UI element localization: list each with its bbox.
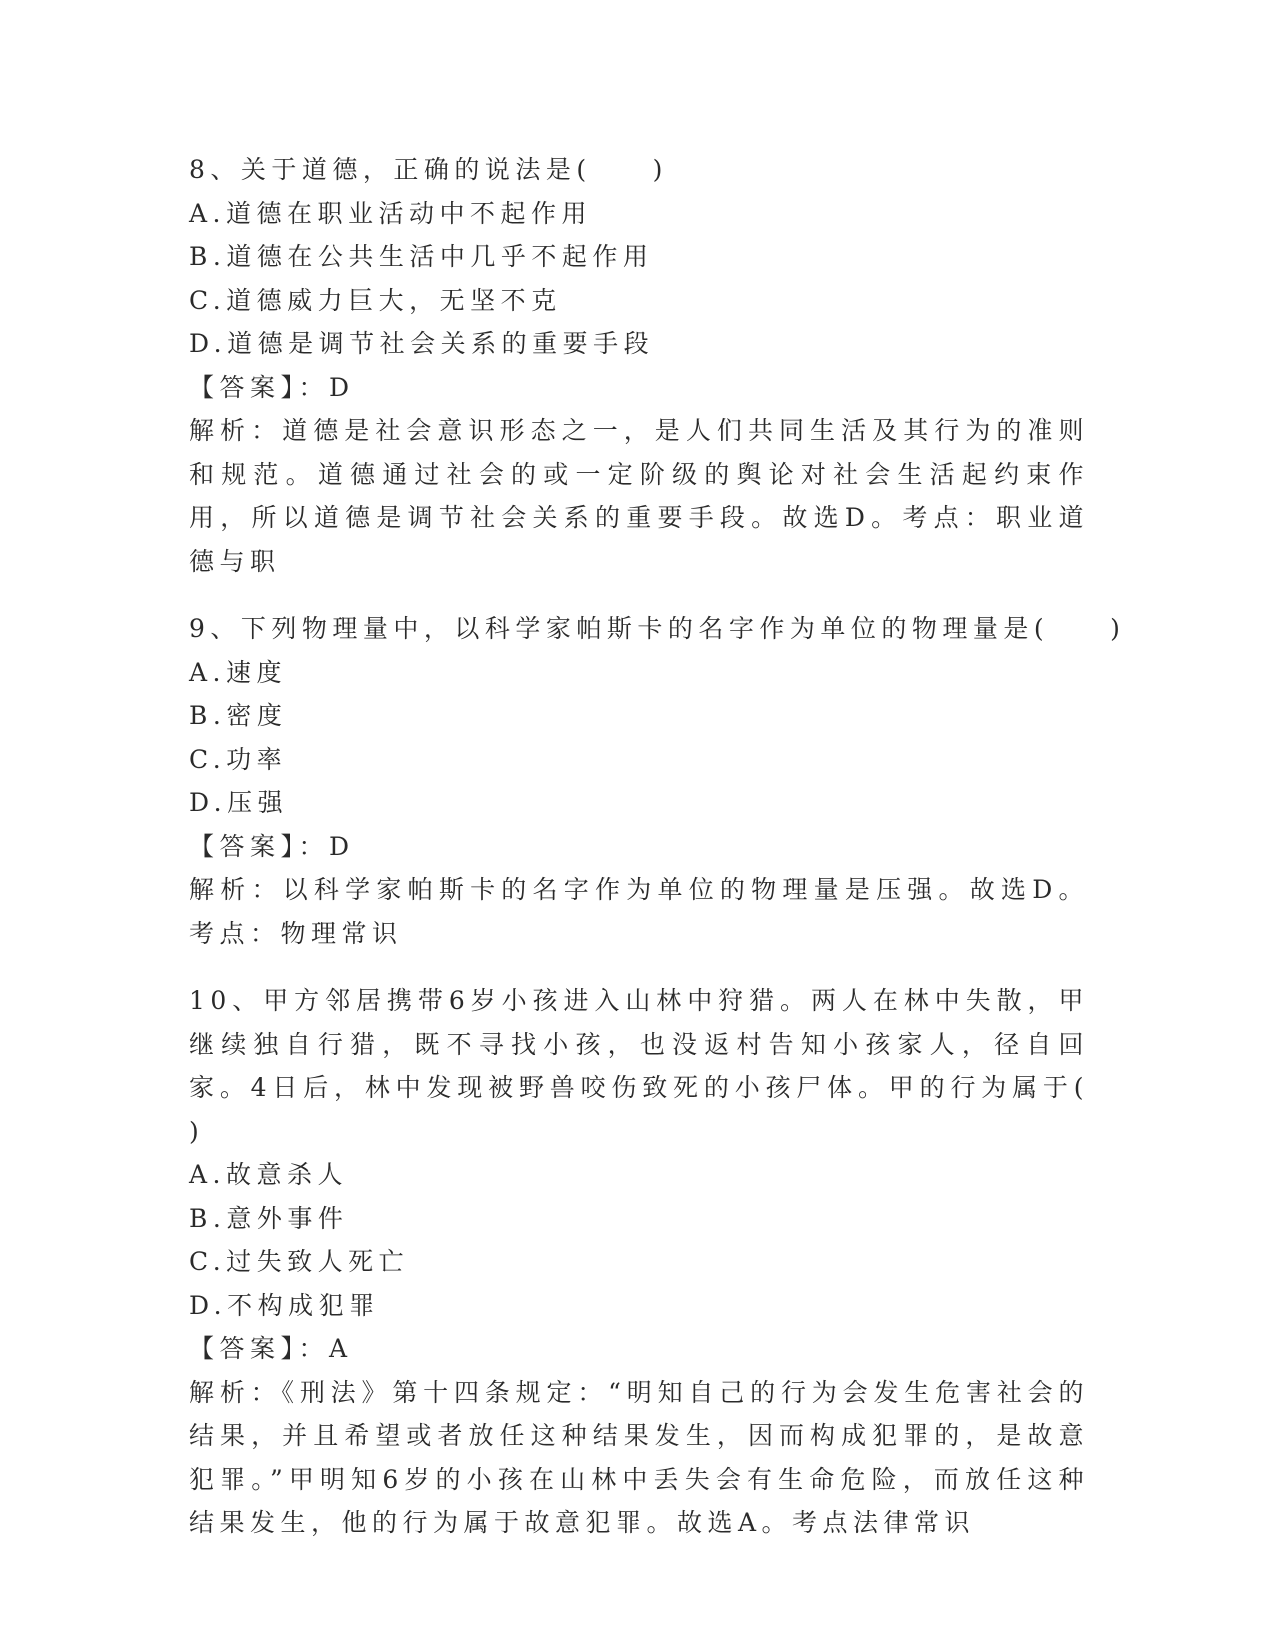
option-d: D.道德是调节社会关系的重要手段 xyxy=(189,329,655,358)
option-a: A.道德在职业活动中不起作用 xyxy=(189,198,593,228)
question-8 xyxy=(189,148,1089,583)
analysis-text: 解析：道德是社会意识形态之一，是人们共同生活及其行为的准则和规范。道德通过社会的或一定阶级的舆论对社会生活起约束作用，所以道德是调节社会关系的重要手段。故选D。考点：职业道德与职 xyxy=(189,416,1089,576)
answer-line: 【答案】：D xyxy=(189,372,355,402)
question-10 xyxy=(189,979,1151,1545)
option-b: B.密度 xyxy=(189,701,288,730)
answer-line: 【答案】：D xyxy=(189,831,355,861)
option-c: C.道德威力巨大，无坚不克 xyxy=(189,285,562,315)
option-a: A.故意杀人 xyxy=(189,1160,349,1189)
option-c: C.功率 xyxy=(189,744,288,774)
option-d: D.不构成犯罪 xyxy=(189,1290,380,1320)
option-b: B.意外事件 xyxy=(189,1203,349,1233)
option-a: A.速度 xyxy=(189,657,288,687)
option-d: D.压强 xyxy=(189,788,289,817)
question-stem: 8、关于道德，正确的说法是( ) xyxy=(189,155,668,184)
option-b: B.道德在公共生活中几乎不起作用 xyxy=(189,242,654,271)
question-stem: 10、甲方邻居携带6岁小孩进入山林中狩猎。两人在林中失散，甲继续独自行猎，既不寻找小孩，也没返村告知小孩家人，径自回家。4日后，林中发现被野兽咬伤致死的小孩尸体。甲的行为属于( ) xyxy=(189,986,1151,1146)
answer-line: 【答案】：A xyxy=(189,1334,353,1363)
option-c: C.过失致人死亡 xyxy=(189,1247,410,1276)
question-stem: 9、下列物理量中，以科学家帕斯卡的名字作为单位的物理量是( ) xyxy=(189,614,1126,643)
analysis-text: 解析：以科学家帕斯卡的名字作为单位的物理量是压强。故选D。考点：物理常识 xyxy=(189,875,1089,948)
analysis-text: 解析：《刑法》第十四条规定：“明知自己的行为会发生危害社会的结果，并且希望或者放任这种结果发生，因而构成犯罪的，是故意犯罪。”甲明知6岁的小孩在山林中丢失会有生命危险，而放任这种结果发生，他的行为属于故意犯罪。故选A。考点法律常识 xyxy=(189,1377,1089,1537)
document-page xyxy=(189,148,1151,1569)
question-9 xyxy=(189,607,1126,955)
